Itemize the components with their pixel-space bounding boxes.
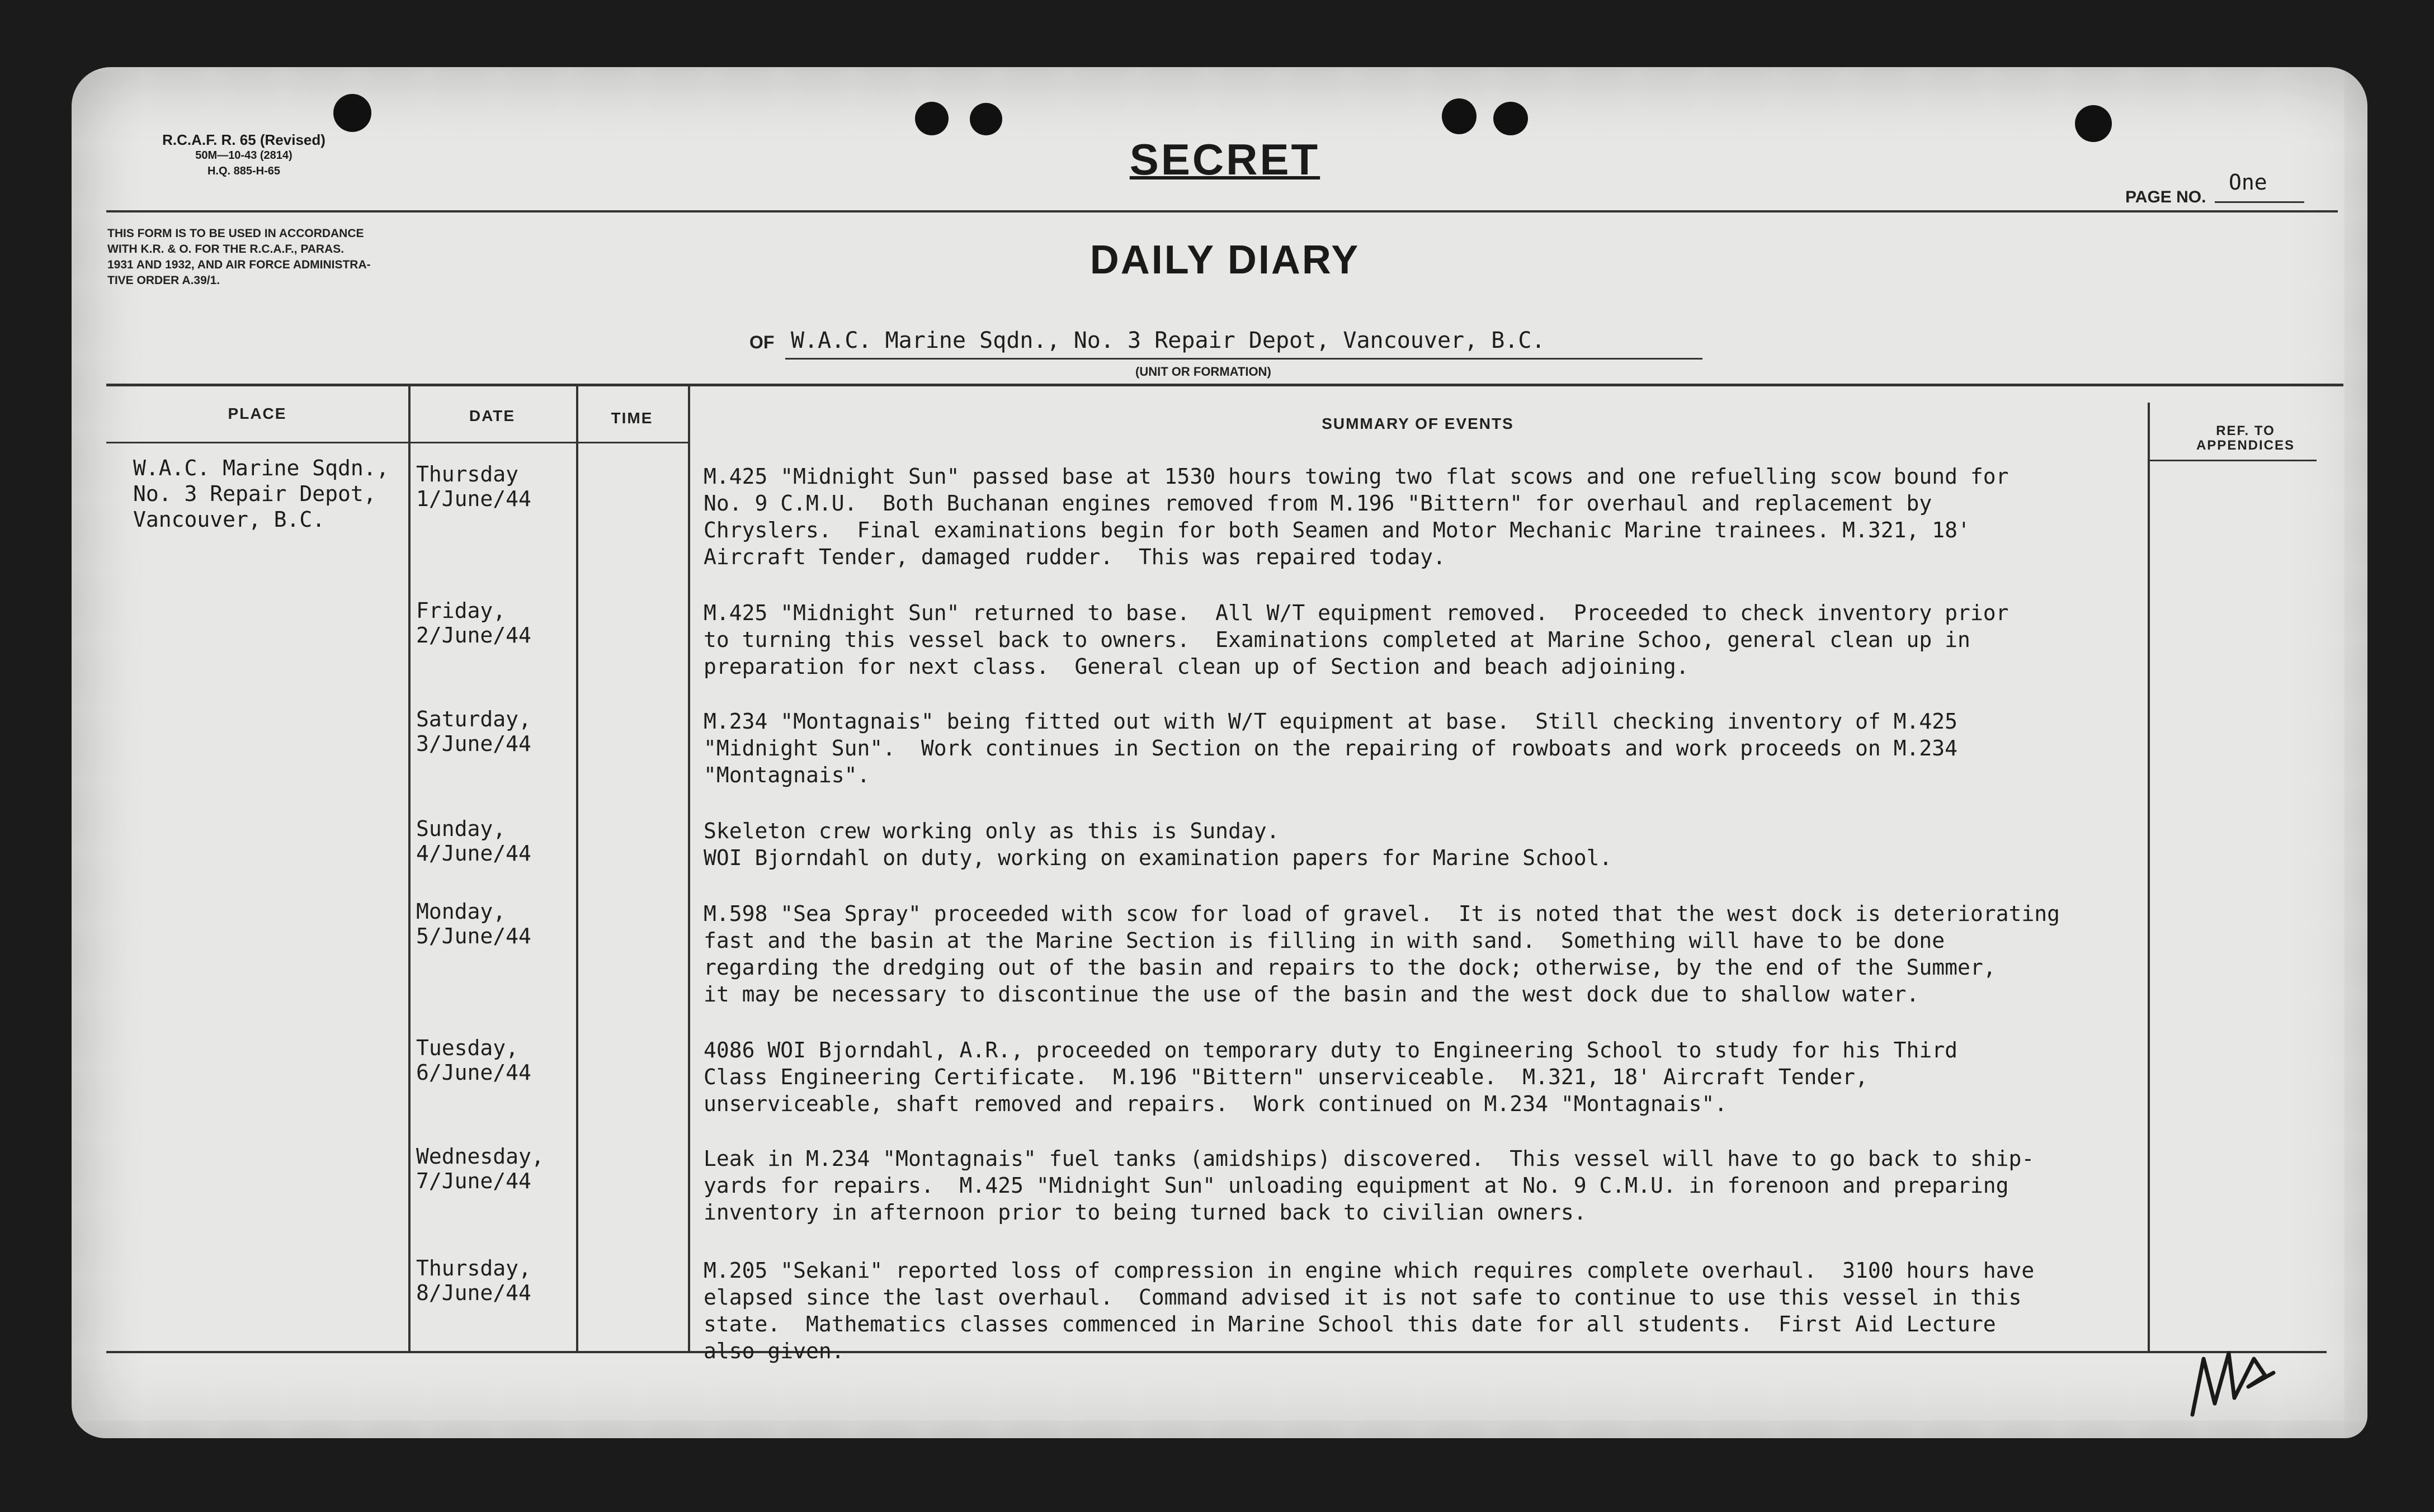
- entry-summary: [704, 708, 1957, 788]
- table-top-rule: [106, 384, 2343, 386]
- entry-summary-line: M.425 "Midnight Sun" returned to base. All W/T equipment removed. Proceeded to check inventory prior: [704, 601, 2009, 625]
- entry-date-line: Friday,: [416, 598, 506, 623]
- form-code-line: 50M—10-43 (2814): [195, 149, 293, 162]
- column-header-ref-line: APPENDICES: [2196, 438, 2295, 453]
- entry-summary-line: unserviceable, shaft removed and repairs. Work continued on M.234 "Montagnais".: [704, 1092, 1728, 1116]
- entry-summary-line: it may be necessary to discontinue the use of the basin and the west dock due to shallow water.: [704, 982, 1919, 1007]
- place-line: Vancouver, B.C.: [133, 507, 326, 532]
- initials-signature: [2181, 1320, 2282, 1431]
- entry-summary-line: preparation for next class. General clean up of Section and beach adjoining.: [704, 654, 1689, 679]
- entry-summary-line: Skeleton crew working only as this is Sunday.: [704, 819, 1280, 843]
- entry-summary: [704, 1257, 2034, 1364]
- column-divider: [576, 386, 578, 1351]
- initials-mark: [2181, 1320, 2282, 1431]
- entry-summary-line: fast and the basin at the Marine Section is filling in with sand. Something will have to be done: [704, 928, 1945, 953]
- punch-hole: [1493, 102, 1528, 135]
- entry-date-line: Saturday,: [416, 707, 531, 731]
- entry-date-line: 8/June/44: [416, 1281, 531, 1305]
- entry-date-line: 2/June/44: [416, 623, 531, 648]
- entry-date: [416, 462, 531, 511]
- entry-summary-line: elapsed since the last overhaul. Command advised it is not safe to continue to use this vessel in this: [704, 1285, 2022, 1310]
- entry-summary-line: also given.: [704, 1339, 845, 1363]
- entry-date: [416, 816, 531, 866]
- entry-date-line: Sunday,: [416, 816, 506, 841]
- column-header-place: PLACE: [228, 405, 287, 422]
- entry-date: [416, 598, 531, 648]
- punch-hole: [1442, 98, 1477, 134]
- entry-date-line: Tuesday,: [416, 1036, 519, 1060]
- entry-summary-line: "Midnight Sun". Work continues in Section on the repairing of rowboats and work proceeds on M.234: [704, 736, 1958, 760]
- entry-date-line: 6/June/44: [416, 1060, 531, 1085]
- table-header-rule-right: [2149, 460, 2317, 461]
- entry-date-line: Thursday: [416, 462, 519, 486]
- column-header-ref: [2148, 424, 2343, 453]
- entry-summary: [704, 1037, 1957, 1117]
- classification-stamp: [1096, 134, 1353, 185]
- punch-hole: [915, 102, 949, 135]
- entry-summary-line: to turning this vessel back to owners. Examinations completed at Marine Schoo, general clean up in: [704, 627, 1970, 652]
- entry-date-line: 4/June/44: [416, 841, 531, 866]
- entry-summary: [704, 1145, 2034, 1226]
- form-code: [110, 132, 378, 179]
- entry-date-line: 7/June/44: [416, 1169, 531, 1193]
- column-header-time: TIME: [611, 409, 653, 427]
- form-note: [107, 226, 371, 289]
- entry-summary: [704, 463, 2009, 570]
- unit-caption: (UNIT OR FORMATION): [1135, 365, 1271, 379]
- form-note-line: WITH K.R. & O. FOR THE R.C.A.F., PARAS.: [107, 243, 345, 256]
- entry-date: [416, 1144, 544, 1193]
- entry-date-line: Thursday,: [416, 1256, 531, 1281]
- column-divider: [2148, 403, 2150, 1351]
- entry-summary-line: "Montagnais".: [704, 763, 870, 787]
- column-header-summary: SUMMARY OF EVENTS: [1322, 415, 1514, 432]
- entry-summary-line: No. 9 C.M.U. Both Buchanan engines removed from M.196 "Bittern" for overhaul and replacement by: [704, 491, 1932, 516]
- entry-summary-line: Aircraft Tender, damaged rudder. This was repaired today.: [704, 545, 1446, 569]
- page-number-label: PAGE NO.: [2125, 188, 2206, 206]
- diary-title: DAILY DIARY: [1089, 238, 1360, 282]
- place-cell: [133, 455, 389, 532]
- entry-summary-line: Leak in M.234 "Montagnais" fuel tanks (amidships) discovered. This vessel will have to go back to ship-: [704, 1146, 2035, 1171]
- entry-summary: [704, 900, 2060, 1008]
- entry-date-line: 5/June/44: [416, 924, 531, 948]
- punch-hole: [333, 94, 371, 132]
- entry-date-line: 3/June/44: [416, 731, 531, 756]
- entry-summary-line: M.234 "Montagnais" being fitted out with W/T equipment at base. Still checking inventory of M.425: [704, 709, 1958, 734]
- entry-summary-line: M.598 "Sea Spray" proceeded with scow for load of gravel. It is noted that the west dock is deteriorating: [704, 901, 2060, 926]
- entry-date: [416, 1256, 531, 1305]
- entry-summary-line: regarding the dredging out of the basin and repairs to the dock; otherwise, by the end of the Summer,: [704, 955, 1996, 980]
- place-line: W.A.C. Marine Sqdn.,: [133, 456, 389, 480]
- header-rule: [106, 210, 2338, 212]
- punch-hole: [970, 103, 1002, 135]
- table-header-rule: [106, 442, 688, 443]
- entry-summary-line: state. Mathematics classes commenced in Marine School this date for all students. First Aid Lecture: [704, 1312, 1996, 1336]
- page-number-value: One: [2229, 170, 2267, 195]
- entry-date-line: Wednesday,: [416, 1144, 544, 1169]
- classification-text: SECRET: [1129, 135, 1320, 184]
- form-code-line: R.C.A.F. R. 65 (Revised): [162, 131, 326, 148]
- form-note-line: 1931 AND 1932, AND AIR FORCE ADMINISTRA-: [107, 258, 371, 271]
- entry-date: [416, 1036, 531, 1085]
- column-header-date: DATE: [469, 407, 516, 424]
- entry-date-line: Monday,: [416, 899, 506, 924]
- unit-name: W.A.C. Marine Sqdn., No. 3 Repair Depot, Vancouver, B.C.: [791, 328, 1545, 353]
- entry-summary: [704, 818, 1612, 871]
- entry-summary-line: WOI Bjorndahl on duty, working on examination papers for Marine School.: [704, 845, 1612, 870]
- page-number-underline: [2215, 201, 2304, 203]
- entry-summary-line: inventory in afternoon prior to being turned back to civilian owners.: [704, 1200, 1587, 1225]
- entry-summary-line: Chryslers. Final examinations begin for both Seamen and Motor Mechanic Marine trainees. M.321, 18': [704, 518, 1970, 542]
- place-line: No. 3 Repair Depot,: [133, 481, 376, 506]
- entry-summary-line: M.425 "Midnight Sun" passed base at 1530 hours towing two flat scows and one refuelling scow bound for: [704, 464, 2009, 489]
- of-label: OF: [749, 332, 775, 352]
- entry-summary-line: M.205 "Sekani" reported loss of compression in engine which requires complete overhaul. 3100 hours have: [704, 1258, 2035, 1283]
- column-divider: [688, 386, 690, 1351]
- unit-underline: [785, 358, 1702, 360]
- column-divider: [408, 386, 411, 1351]
- form-note-line: THIS FORM IS TO BE USED IN ACCORDANCE: [107, 227, 364, 240]
- entry-summary-line: Class Engineering Certificate. M.196 "Bittern" unserviceable. M.321, 18' Aircraft Tender,: [704, 1065, 1868, 1089]
- entry-summary-line: 4086 WOI Bjorndahl, A.R., proceeded on temporary duty to Engineering School to study for his Third: [704, 1038, 1958, 1062]
- entry-date-line: 1/June/44: [416, 486, 531, 511]
- column-header-ref-line: REF. TO: [2216, 423, 2275, 438]
- entry-summary-line: yards for repairs. M.425 "Midnight Sun" unloading equipment at No. 9 C.M.U. in forenoon and preparing: [704, 1173, 2009, 1198]
- entry-summary: [704, 599, 2009, 680]
- punch-hole: [2075, 105, 2112, 142]
- form-code-line: H.Q. 885-H-65: [207, 165, 281, 177]
- entry-date: [416, 899, 531, 948]
- form-note-line: TIVE ORDER A.39/1.: [107, 274, 220, 287]
- entry-date: [416, 707, 531, 756]
